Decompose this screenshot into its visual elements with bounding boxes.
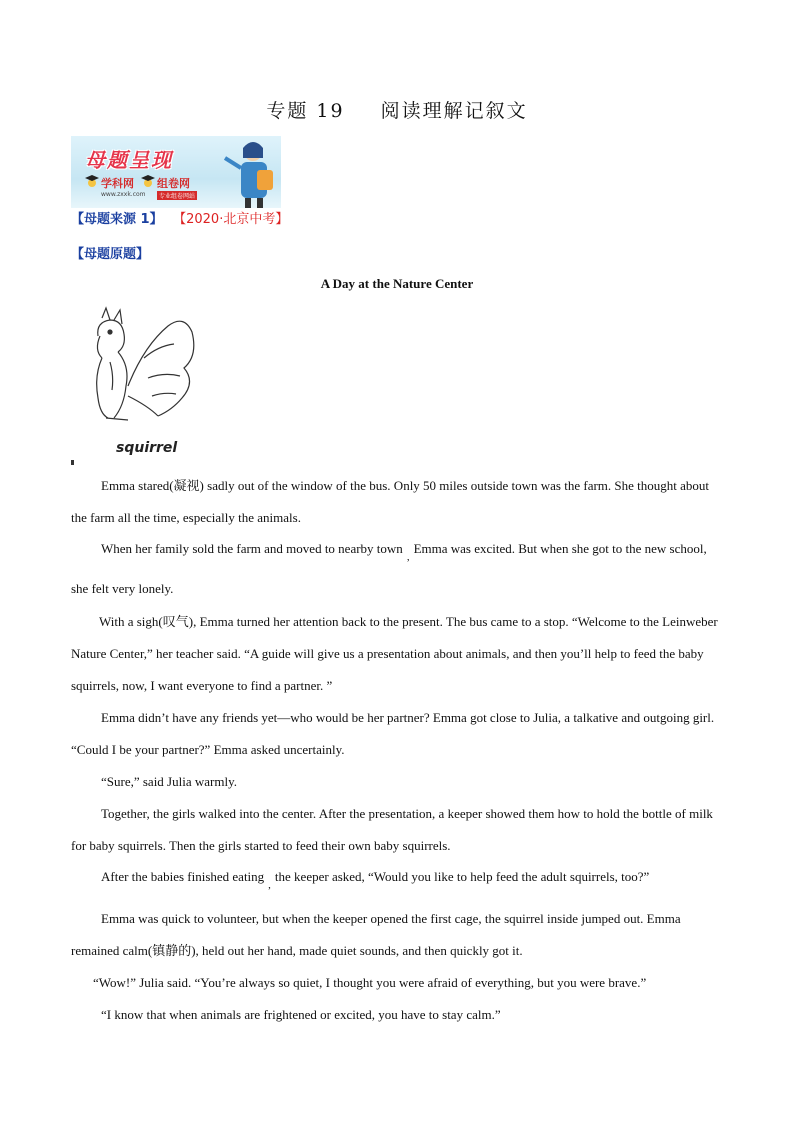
paragraph-9 [71,967,726,999]
paragraph-4 [71,702,726,766]
paragraph-7 [71,861,726,901]
paragraph-text: the keeper asked, “Would you like to help feed the adult squirrels, too?” [274,869,650,884]
paragraph-text: Emma was excited. But when she got to the new school, she felt very lonely. [71,541,707,596]
figure-caption: squirrel [116,440,178,456]
page-title [0,96,794,123]
paragraph-2 [71,533,726,605]
subscript-comma: , [268,879,271,891]
source-value: 【2020·北京中考】 [173,212,289,227]
source-tag [71,208,288,227]
graduation-cap-icon [85,174,99,188]
banner-logo-xueke-url: www.zxxk.com [101,191,146,198]
paragraph-8 [71,903,726,967]
original-tag: 【母题原题】 [71,247,150,262]
paragraph-text: When her family sold the farm and moved to nearby town [101,541,403,556]
paragraph-text: Together, the girls walked into the center. After the presentation, a keeper showed them how to hold the bottle of milk for baby squirrels. Then the girls started to feed their own baby squirrels. [71,806,713,853]
paragraph-1 [71,470,726,534]
anchor-mark [71,460,74,465]
paragraph-text: “Wow!” Julia said. “You’re always so quiet, I thought you were afraid of everything, but you were brave.” [93,975,647,990]
paragraph-6 [71,798,726,862]
banner-logo-zujuan: 组卷网 [157,177,190,190]
subscript-comma: , [406,551,410,563]
banner-logo-xueke: 学科网 [101,177,134,190]
banner-image [71,136,281,208]
banner-logo-zujuan-sub: 专业组卷网站 [159,193,196,200]
paragraph-5 [71,766,726,798]
source-label: 【母题来源 1】 [71,212,163,227]
paragraph-text: Emma didn’t have any friends yet—who would be her partner? Emma got close to Julia, a talkative and outgoing girl. “Could I be your partner?” Emma asked uncertainly. [71,710,715,757]
squirrel-figure [88,306,198,458]
paragraph-text: “Sure,” said Julia warmly. [101,774,237,789]
banner-title: 母题呈现 [85,148,173,172]
graduation-cap-icon [141,174,155,188]
paragraph-text: After the babies finished eating [101,869,265,884]
teacher-figure-icon [221,136,281,208]
paragraph-text: Emma was quick to volunteer, but when the keeper opened the first cage, the squirrel inside jumped out. Emma remained calm(镇静的), held out her hand, made quiet sounds, and then quickly got it. [71,911,681,958]
paragraph-text: “I know that when animals are frightened or excited, you have to stay calm.” [101,1007,501,1022]
article-title: A Day at the Nature Center [320,276,474,291]
paragraph-10 [71,999,726,1031]
title-topic-name: 阅读理解记叙文 [380,100,528,122]
squirrel-icon [88,306,198,436]
paragraph-text: Emma stared(凝视) sadly out of the window of the bus. Only 50 miles outside town was the farm. She thought about the farm all the time, especially the animals. [71,478,710,525]
paragraph-3 [71,606,726,702]
paragraph-text: With a sigh(叹气), Emma turned her attention back to the present. The bus came to a stop. “Welcome to the Leinweber Nature Center,” her teacher said. “A guide will give us a presentation about animals, and then you’ll help to feed the baby squirrels, now, I want everyone to find a partner. ” [71,614,718,693]
title-topic-number: 专题 19 [266,100,345,122]
